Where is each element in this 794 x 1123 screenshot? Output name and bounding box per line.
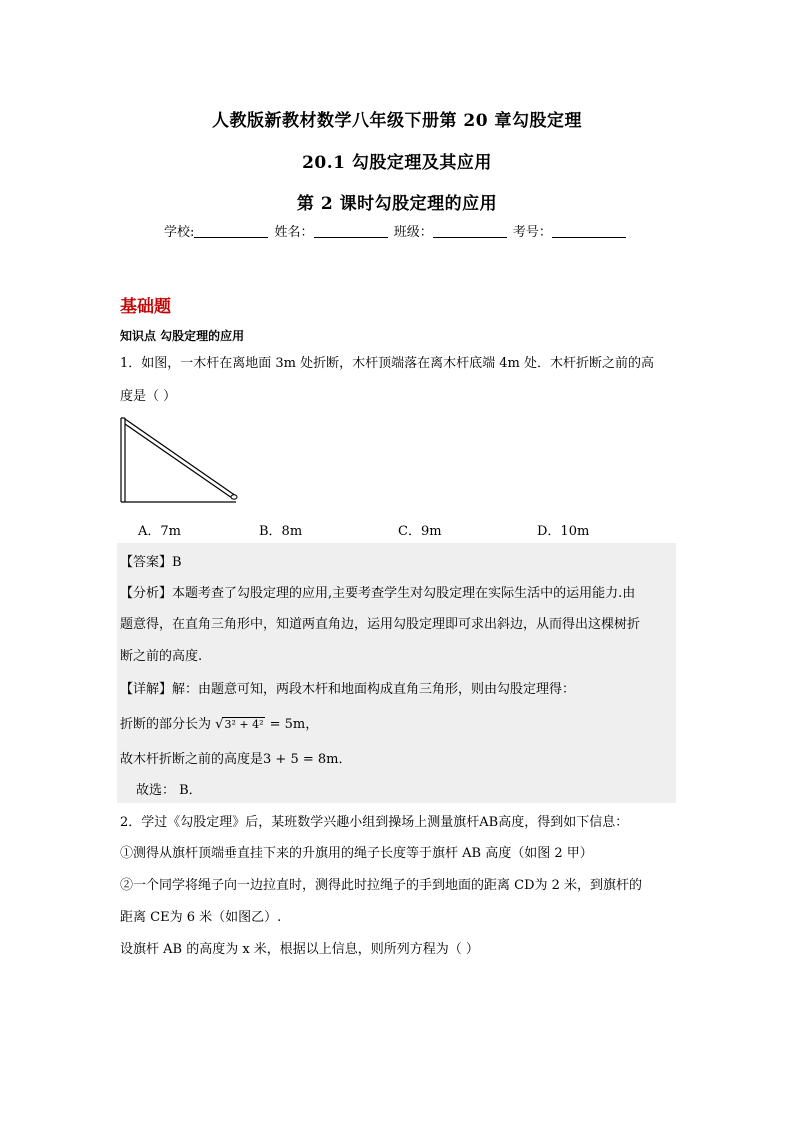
q1-choose: 故选： B． — [136, 783, 202, 798]
q1-detail-line1: 【详解】解：由题意可知，两段木杆和地面构成直角三角形，则由勾股定理得： — [120, 682, 576, 697]
student-info-row — [164, 221, 628, 240]
broken-part-lower-edge — [125, 424, 232, 498]
option-c[interactable]: C．9m — [398, 524, 442, 539]
detail2-suffix: = 5m， — [265, 717, 319, 732]
name-blank — [314, 224, 388, 238]
school-blank — [194, 224, 268, 238]
option-a[interactable]: A．7m — [138, 524, 181, 539]
pole-tip — [231, 495, 237, 499]
name-label: 姓名： — [274, 225, 314, 240]
detail2-prefix: 折断的部分长为 — [120, 717, 212, 732]
detail3-prefix: 故木杆折断之前的高度是 — [120, 752, 264, 767]
option-b[interactable]: B．8m — [259, 524, 303, 539]
q2-stem-line3: ②一个同学将绳子向一边拉直时，测得此时拉绳子的手到地面的距离 CD为 2 米，到旗杆的 — [120, 878, 643, 893]
q1-detail-line3 — [120, 748, 352, 767]
exam-no-label: 考号： — [512, 225, 552, 240]
q1-analysis-line1: 【分析】本题考查了勾股定理的应用,主要考查学生对勾股定理在实际生活中的运用能力.由 — [120, 586, 636, 601]
q1-detail-line2 — [120, 713, 318, 732]
q2-stem-line2: ①测得从旗杆顶端垂直挂下来的升旗用的绳子长度等于旗杆 AB 高度（如图 2 甲） — [120, 846, 593, 861]
class-blank — [433, 224, 507, 238]
q1-answer: 【答案】B — [120, 555, 182, 570]
broken-pole-figure — [118, 416, 242, 506]
class-label: 班级： — [393, 225, 433, 240]
q1-analysis-line2: 题意得，在直角三角形中，知道两直角边，运用勾股定理即可求出斜边，从而得出这棵树折 — [120, 617, 641, 632]
sqrt-expression: √3² + 4² — [215, 717, 264, 732]
option-d[interactable]: D．10m — [537, 524, 590, 539]
document-title: 人教版新教材数学八年级下册第 20 章勾股定理 — [212, 111, 582, 131]
q2-stem-line5: 设旗杆 AB 的高度为 x 米，根据以上信息，则所列方程为（ ） — [120, 942, 479, 957]
knowledge-point-label: 知识点 勾股定理的应用 — [120, 329, 245, 343]
q1-analysis-line3: 断之前的高度. — [120, 649, 203, 664]
q2-stem-line1: 2．学过《勾股定理》后，某班数学兴趣小组到操场上测量旗杆AB高度，得到如下信息： — [120, 815, 629, 830]
school-label: 学校: — [164, 225, 195, 240]
section-title-heading: 20.1 勾股定理及其应用 — [302, 153, 492, 173]
exam-no-blank — [552, 224, 626, 238]
lesson-title: 第 2 课时勾股定理的应用 — [296, 194, 498, 214]
detail3-suffix: ． — [338, 752, 352, 767]
q1-stem-line1: 1．如图，一木杆在离地面 3m 处折断，木杆顶端落在离木杆底端 4m 处．木杆折断之前的高 — [120, 356, 654, 371]
q2-stem-line4: 距离 CE为 6 米（如图乙）. — [120, 910, 282, 925]
detail3-expr: 3 + 5 = 8m — [263, 752, 339, 767]
broken-part-upper-edge — [125, 419, 236, 496]
sqrt-radicand: 3² + 4² — [224, 718, 264, 731]
basic-questions-heading: 基础题 — [120, 297, 171, 317]
q1-stem-line2: 度是（ ） — [120, 389, 177, 404]
